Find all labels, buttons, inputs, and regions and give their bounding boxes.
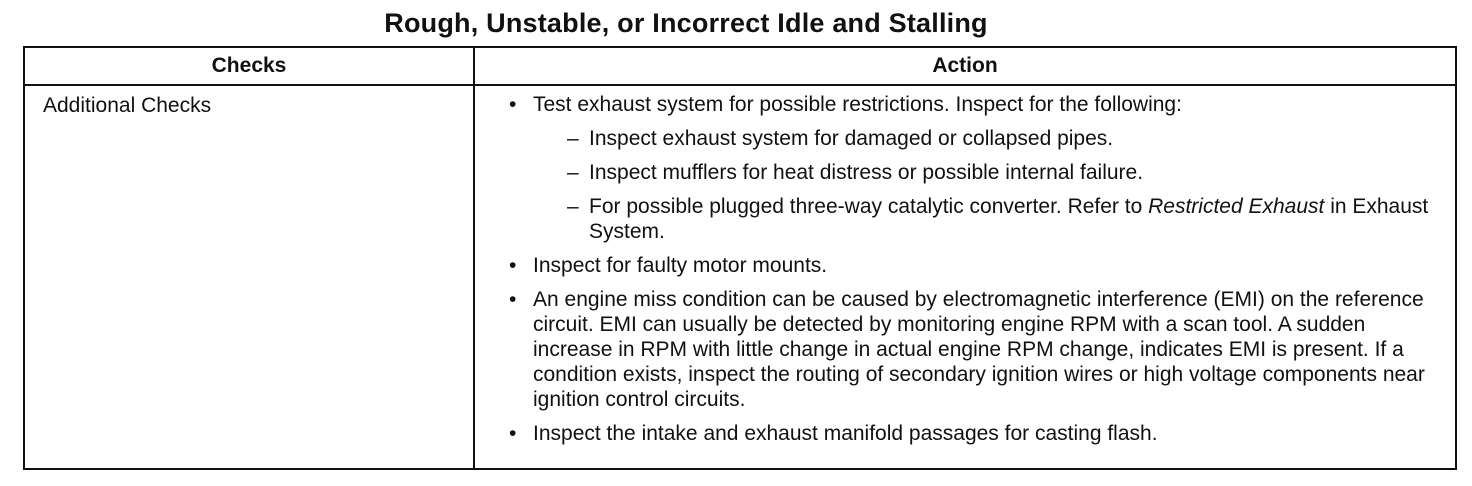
- sub-action-text: Inspect exhaust system for damaged or collapsed pipes.: [589, 127, 1114, 150]
- sub-action-text: Inspect mufflers for heat distress or possible internal failure.: [589, 161, 1144, 184]
- sub-action-list: [533, 126, 1447, 244]
- header-action: Action: [932, 54, 998, 77]
- bullet-marker: •: [509, 288, 517, 311]
- column-divider: [473, 48, 475, 468]
- action-item: [507, 421, 1447, 446]
- action-text: Inspect the intake and exhaust manifold passages for casting flash.: [533, 422, 1158, 445]
- sub-action-text-end: .: [659, 220, 665, 243]
- bullet-marker: •: [509, 93, 517, 116]
- action-item: [507, 253, 1447, 278]
- bullet-marker: •: [509, 254, 517, 277]
- action-item: [507, 92, 1447, 244]
- sub-action-text-2: in: [1324, 195, 1353, 218]
- table-header-row: [25, 48, 1455, 86]
- page-title: Rough, Unstable, or Incorrect Idle and Stalling: [384, 8, 988, 38]
- diagnostic-table: [23, 46, 1457, 470]
- action-text: Test exhaust system for possible restrictions. Inspect for the following:: [533, 93, 1182, 116]
- sub-action-item: [533, 194, 1447, 244]
- action-text: Inspect for faulty motor mounts.: [533, 254, 828, 277]
- sub-action-item: [533, 126, 1447, 151]
- header-checks: Checks: [211, 54, 287, 77]
- action-cell: [507, 92, 1447, 455]
- reference-section: Exhaust System: [589, 195, 1429, 243]
- sub-action-item: [533, 160, 1447, 185]
- sub-action-text: For possible plugged three-way catalytic converter. Refer to: [589, 195, 1149, 218]
- action-text: An engine miss condition can be caused by electromagnetic interference (EMI) on the reference circuit. EMI can usually be detected by monitoring engine RPM with a scan tool. A sudden increase in RPM with little change in actual engine RPM change, indicates EMI is present. If a condition exists, inspect the routing of secondary ignition wires or high voltage components near ignition control circuits.: [533, 288, 1425, 411]
- dash-marker: –: [567, 127, 579, 150]
- check-cell: Additional Checks: [43, 94, 212, 117]
- dash-marker: –: [567, 195, 579, 218]
- reference-italic: Restricted Exhaust: [1148, 195, 1325, 218]
- action-item: [507, 287, 1447, 412]
- dash-marker: –: [567, 161, 579, 184]
- bullet-marker: •: [509, 422, 517, 445]
